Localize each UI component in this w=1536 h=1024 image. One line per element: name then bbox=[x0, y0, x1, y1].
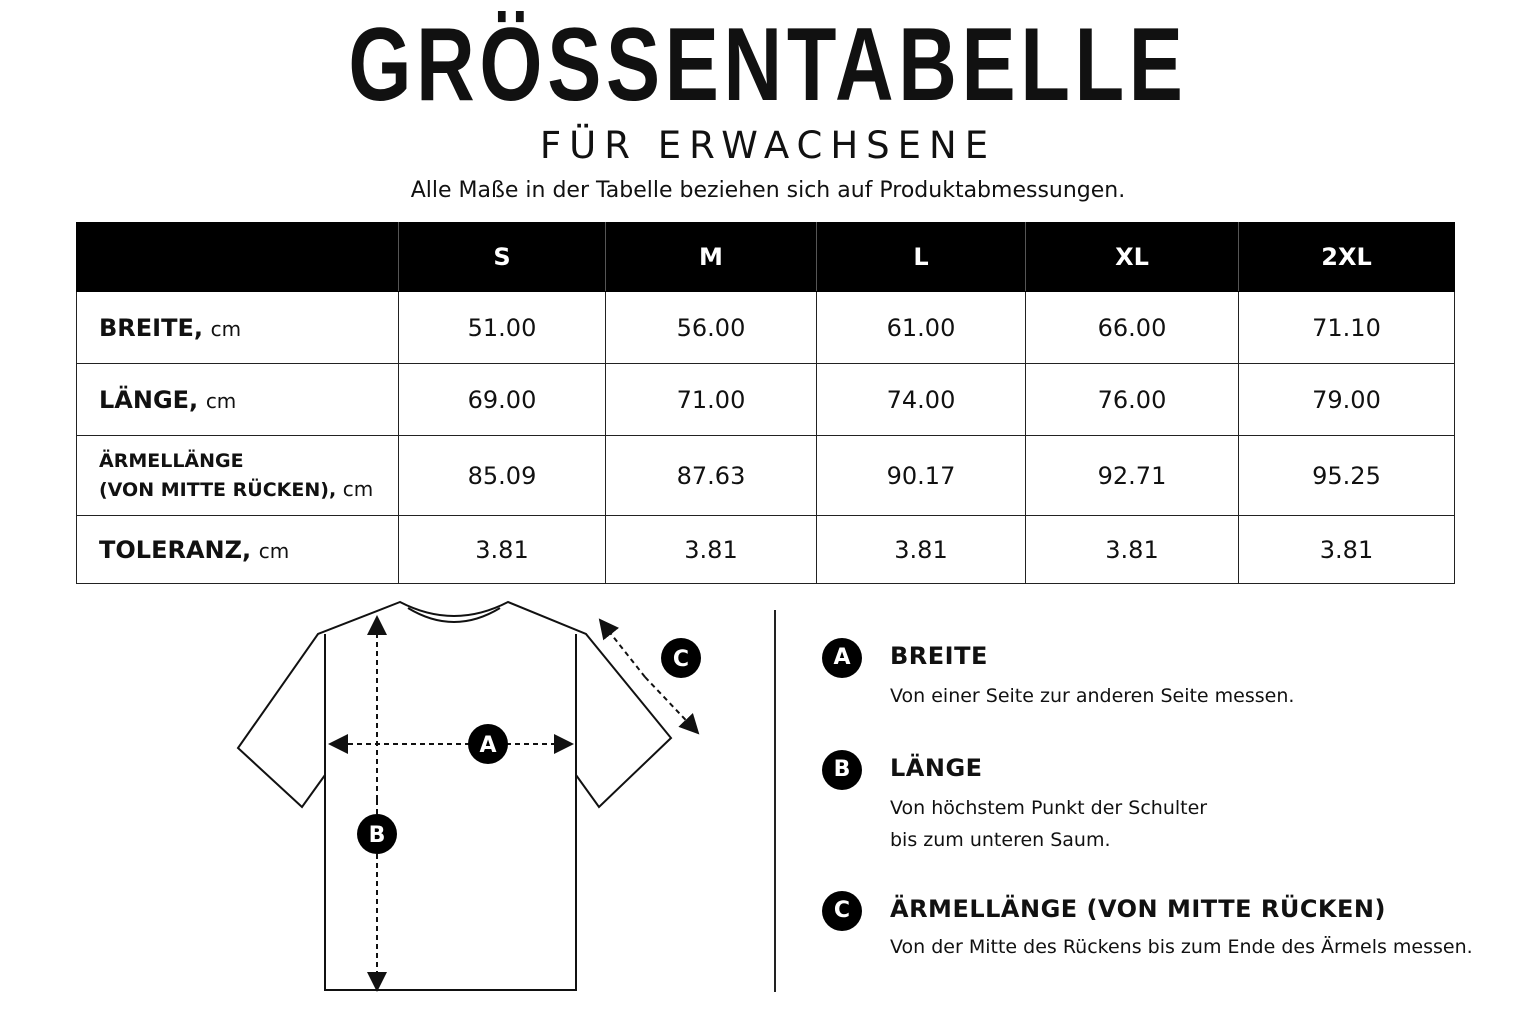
marker-c bbox=[661, 638, 701, 678]
row-label-text: TOLERANZ, bbox=[99, 535, 252, 564]
legend-title-a: BREITE bbox=[890, 642, 988, 670]
row-label bbox=[77, 292, 399, 364]
tshirt-diagram bbox=[220, 590, 720, 1000]
marker-b bbox=[357, 814, 397, 854]
table-cell: 71.00 bbox=[606, 364, 817, 436]
legend-desc-b: Von höchstem Punkt der Schulter bis zum unteren Saum. bbox=[890, 797, 1208, 851]
size-header-m: M bbox=[606, 223, 817, 292]
size-header-l: L bbox=[817, 223, 1026, 292]
size-header-xl: XL bbox=[1026, 223, 1239, 292]
chart-title: GRÖSSENTABELLE bbox=[348, 7, 1188, 123]
table-cell: 3.81 bbox=[817, 516, 1026, 584]
row-label-text: LÄNGE, bbox=[99, 385, 199, 414]
sleeve-arrow bbox=[600, 620, 645, 677]
table-row-toleranz bbox=[77, 516, 1455, 584]
table-row-aermellaenge bbox=[77, 436, 1455, 516]
table-cell: 69.00 bbox=[399, 364, 606, 436]
legend-desc-c: Von der Mitte des Rückens bis zum Ende des Ärmels messen. bbox=[890, 936, 1473, 958]
table-cell: 76.00 bbox=[1026, 364, 1239, 436]
row-label-unit: cm bbox=[258, 538, 290, 563]
legend-title-b: LÄNGE bbox=[890, 754, 983, 782]
table-corner-cell bbox=[77, 223, 399, 292]
svg-text:B: B bbox=[368, 823, 386, 848]
legend-desc-a: Von einer Seite zur anderen Seite messen. bbox=[890, 685, 1295, 707]
size-header-s: S bbox=[399, 223, 606, 292]
legend-badge-a: A bbox=[822, 638, 862, 678]
table-cell: 3.81 bbox=[399, 516, 606, 584]
table-cell: 90.17 bbox=[817, 436, 1026, 516]
table-row-laenge bbox=[77, 364, 1455, 436]
row-label-unit: cm bbox=[342, 477, 374, 501]
table-cell: 3.81 bbox=[606, 516, 817, 584]
table-cell: 85.09 bbox=[399, 436, 606, 516]
table-cell: 74.00 bbox=[817, 364, 1026, 436]
row-label-text: ÄRMELLÄNGE bbox=[99, 450, 244, 472]
row-label bbox=[77, 436, 399, 516]
row-label-text: BREITE, bbox=[99, 313, 203, 342]
table-cell: 3.81 bbox=[1026, 516, 1239, 584]
row-label bbox=[77, 364, 399, 436]
legend-badge-b: B bbox=[822, 750, 862, 790]
table-header-row bbox=[77, 223, 1455, 292]
measurement-note: Alle Maße in der Tabelle beziehen sich auf Produktabmessungen. bbox=[410, 178, 1126, 203]
table-cell: 3.81 bbox=[1239, 516, 1455, 584]
row-label-unit: cm bbox=[210, 316, 242, 341]
svg-text:A: A bbox=[479, 733, 497, 758]
row-label-unit: cm bbox=[205, 388, 237, 413]
table-cell: 56.00 bbox=[606, 292, 817, 364]
chart-subtitle: FÜR ERWACHSENE bbox=[539, 124, 997, 167]
table-cell: 95.25 bbox=[1239, 436, 1455, 516]
row-label-text-2: (VON MITTE RÜCKEN), bbox=[99, 479, 337, 501]
table-cell: 79.00 bbox=[1239, 364, 1455, 436]
table-row-breite bbox=[77, 292, 1455, 364]
tshirt-outline bbox=[238, 602, 671, 990]
row-label bbox=[77, 516, 399, 584]
svg-text:C: C bbox=[672, 647, 690, 672]
table-cell: 71.10 bbox=[1239, 292, 1455, 364]
table-cell: 51.00 bbox=[399, 292, 606, 364]
size-header-2xl: 2XL bbox=[1239, 223, 1455, 292]
table-cell: 61.00 bbox=[817, 292, 1026, 364]
size-table bbox=[76, 222, 1455, 584]
table-cell: 66.00 bbox=[1026, 292, 1239, 364]
section-divider bbox=[774, 610, 776, 992]
marker-a bbox=[468, 724, 508, 764]
legend-badge-c: C bbox=[822, 891, 862, 931]
table-cell: 87.63 bbox=[606, 436, 817, 516]
legend-title-c: ÄRMELLÄNGE (VON MITTE RÜCKEN) bbox=[890, 895, 1386, 923]
table-cell: 92.71 bbox=[1026, 436, 1239, 516]
